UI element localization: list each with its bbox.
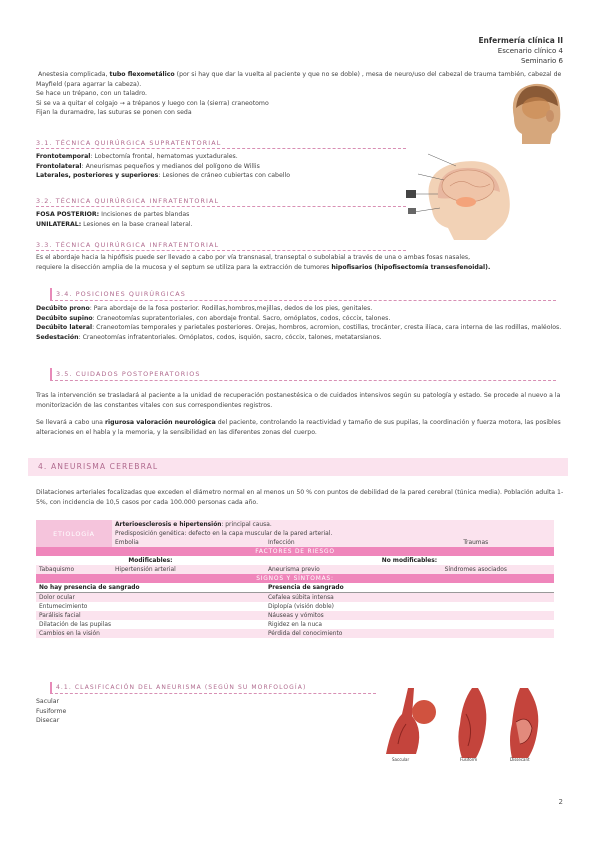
section-4-title-band: [28, 458, 568, 476]
list-item: Frontolateral: Aneurismas pequeños y medianos del polígono de Willis: [36, 162, 260, 170]
risk-item: Síndromes asociados: [398, 565, 554, 574]
section-3-3-title: 3.3. TÉCNICA QUIRÚRGICA INFRATENTORIAL: [36, 238, 406, 251]
aneurysm-types-figure: [380, 684, 548, 762]
risk-factors-band: FACTORES DE RIESGO: [36, 547, 554, 556]
section-4-1-title: 4.1. CLASIFICACIÓN DEL ANEURISMA (SEGÚN SU MORFOLOGÍA): [50, 682, 376, 694]
section-3-1-list: [36, 152, 406, 181]
signs-symptoms-band: SIGNOS Y SÍNTOMAS:: [36, 574, 554, 583]
etiology-line-2: Predisposición genética: defecto en la capa muscular de la pared arterial.: [112, 529, 554, 538]
intro-block: [36, 70, 568, 118]
symptom-bleeding: Diplopía (visión doble): [267, 603, 334, 610]
symptom-bleeding: Náuseas y vómitos: [265, 611, 554, 620]
section-3-5-p2: Se llevará a cabo una rigurosa valoración neurológica del paciente, controlando la reactividad y tamaño de sus pupilas, la coordinación y fuerza motora, las posibles alteraciones en el habla y la memoria, y la sensibilidad en las diferentes zonas del cuerpo.: [36, 419, 561, 436]
section-3-4-list: [36, 304, 568, 342]
list-item: Disecar: [36, 717, 60, 725]
section-3-3-body: [36, 253, 568, 272]
aneurysm-table: [36, 520, 554, 638]
symptom-no-bleeding: Entumecimiento: [39, 603, 88, 610]
section-3-4: [36, 288, 568, 342]
etiology-cause: Traumas: [398, 538, 554, 547]
section-3-3: [36, 238, 568, 272]
etiology-line-1: Arterioesclerosis e hipertensión: principal causa.: [112, 520, 554, 529]
symptom-no-bleeding: Cambios en la visión: [36, 629, 265, 638]
risk-item: Tabaquismo: [36, 565, 112, 574]
symptom-no-bleeding: Dilatación de las pupilas: [39, 621, 112, 628]
section-3-1: [36, 136, 406, 181]
list-item: Sacular: [36, 698, 60, 705]
intro-line-3: Si se va a quitar el colgajo → a trépanos y luego con la (sierra) craneotomo: [36, 99, 269, 107]
list-item: Decúbito lateral: Craneotomías temporales y parietales posteriores. Orejas, hombros, acromion, costillas, trocánter, cresta ilíaca, cara interna de las rodillas, maléolos.: [36, 324, 562, 332]
risk-item: Hipertensión arterial: [112, 565, 265, 574]
document-header: [478, 36, 563, 66]
non-modifiable-header: No modificables:: [381, 557, 438, 564]
course-title: Enfermería clínica II: [478, 36, 563, 45]
etiology-label-cell: [36, 520, 112, 547]
section-3-1-title: 3.1. TÉCNICA QUIRÚRGICA SUPRATENTORIAL: [36, 136, 406, 149]
section-3-4-title: 3.4. POSICIONES QUIRÚRGICAS: [50, 288, 556, 301]
intro-line-1: Anestesia complicada, tubo flexometálico (por si hay que dar la vuelta al paciente y que no se doble) , mesa de neuro/uso del cabezal de trauma también, cabezal de Mayfield (para agarrar la cabeza).: [36, 71, 562, 88]
section-4-1: [36, 682, 376, 726]
seminar-label: Seminario 6: [520, 57, 563, 65]
section-3-5: [36, 368, 568, 437]
symptom-bleeding: Pérdida del conocimiento: [265, 629, 554, 638]
list-item: Laterales, posteriores y superiores: Lesiones de cráneo cubiertas con cabello: [36, 172, 291, 180]
section-3-5-title: 3.5. CUIDADOS POSTOPERATORIOS: [50, 368, 556, 381]
section-3-2: [36, 194, 406, 229]
page-number: 2: [558, 798, 563, 806]
symptom-bleeding: Cefalea súbita intensa: [265, 593, 554, 603]
brain-sagittal-diagram: [404, 150, 524, 242]
etiology-label: ETIOLOGÍA: [53, 529, 95, 538]
section-3-2-title: 3.2. TÉCNICA QUIRÚRGICA INFRATENTORIAL: [36, 194, 406, 207]
list-item: UNILATERAL: Lesiones en la base craneal lateral.: [36, 220, 193, 228]
etiology-cause: Embolia: [112, 538, 265, 547]
modifiable-header: Modificables:: [128, 557, 173, 564]
section-3-2-list: [36, 210, 406, 229]
section-3-5-p1: Tras la intervención se trasladará al paciente a la unidad de recuperación postanestésica o de cuidados intensivos según su patología y estado. Se procede al nuevo a la monitorización de las constantes vitales con sus correspondientes registros.: [36, 392, 561, 409]
section-4-title: 4. ANEURISMA CEREBRAL: [38, 462, 159, 471]
list-item: Decúbito prono: Para abordaje de la fosa posterior. Rodillas,hombros,mejillas, dedos de los pies, genitales.: [36, 305, 373, 312]
dissecting-aneurysm-image: [510, 688, 538, 758]
section-3-3-line-1: Es el abordaje hacia la hipófisis puede ser llevado a cabo por vía transnasal, transeptal o subolabial a través de una o ambas fosas nasales,: [36, 254, 471, 261]
section-4-1-list: [36, 697, 376, 726]
symptom-no-bleeding: Parálisis facial: [36, 611, 265, 620]
symptom-no-bleeding: Dolor ocular: [36, 593, 265, 603]
bleeding-header: Presencia de sangrado: [265, 583, 554, 593]
symptom-bleeding: Rigidez en la nuca: [267, 621, 323, 628]
fig-label-saccular: Saccular: [392, 757, 410, 762]
fusiform-aneurysm-image: [458, 688, 486, 758]
etiology-cause: Infección: [265, 538, 398, 547]
list-item: FOSA POSTERIOR: Incisiones de partes blandas: [36, 211, 190, 218]
section-3-3-line-2: requiere la disección amplia de la mucosa y el septum se utiliza para la extracción de tumores hipofisarios (hipofisectomía transesfenoidal).: [36, 263, 491, 271]
scenario-label: Escenario clínico 4: [497, 47, 563, 55]
list-item: Frontotemporal: Lobectomía frontal, hematomas yuxtadurales.: [36, 153, 238, 160]
list-item: Decúbito supino: Craneotomías supratentoriales, con abordaje frontal. Sacro, omóplatos, codos, cóccix, talones.: [36, 314, 391, 322]
saccular-aneurysm-image: [386, 688, 436, 754]
fig-label-dissecant: Dissecant: [510, 757, 530, 762]
list-item: Fusiforme: [36, 707, 67, 715]
intro-line-4: Fijan la duramadre, las suturas se ponen con seda: [36, 109, 192, 117]
list-item: Sedestación: Craneotomías infratentoriales. Omóplatos, codos, isquión, sacro, cóccix, talones, metatarsianos.: [36, 333, 382, 341]
section-4-description: Dilataciones arteriales focalizadas que exceden el diámetro normal en al menos un 50 % con puntos de debilidad de la pared cerebral (túnica media). Población adulta 1-5%, con incidencia de 10,5 casos por cada 100.000 personas cada año.: [36, 489, 564, 506]
fig-label-fusiform: Fusiform: [460, 757, 478, 762]
intro-line-2: Se hace un trépano, con un taladro.: [36, 90, 147, 98]
risk-item: Aneurisma previo: [265, 565, 398, 574]
no-bleeding-header: No hay presencia de sangrado: [36, 583, 265, 593]
